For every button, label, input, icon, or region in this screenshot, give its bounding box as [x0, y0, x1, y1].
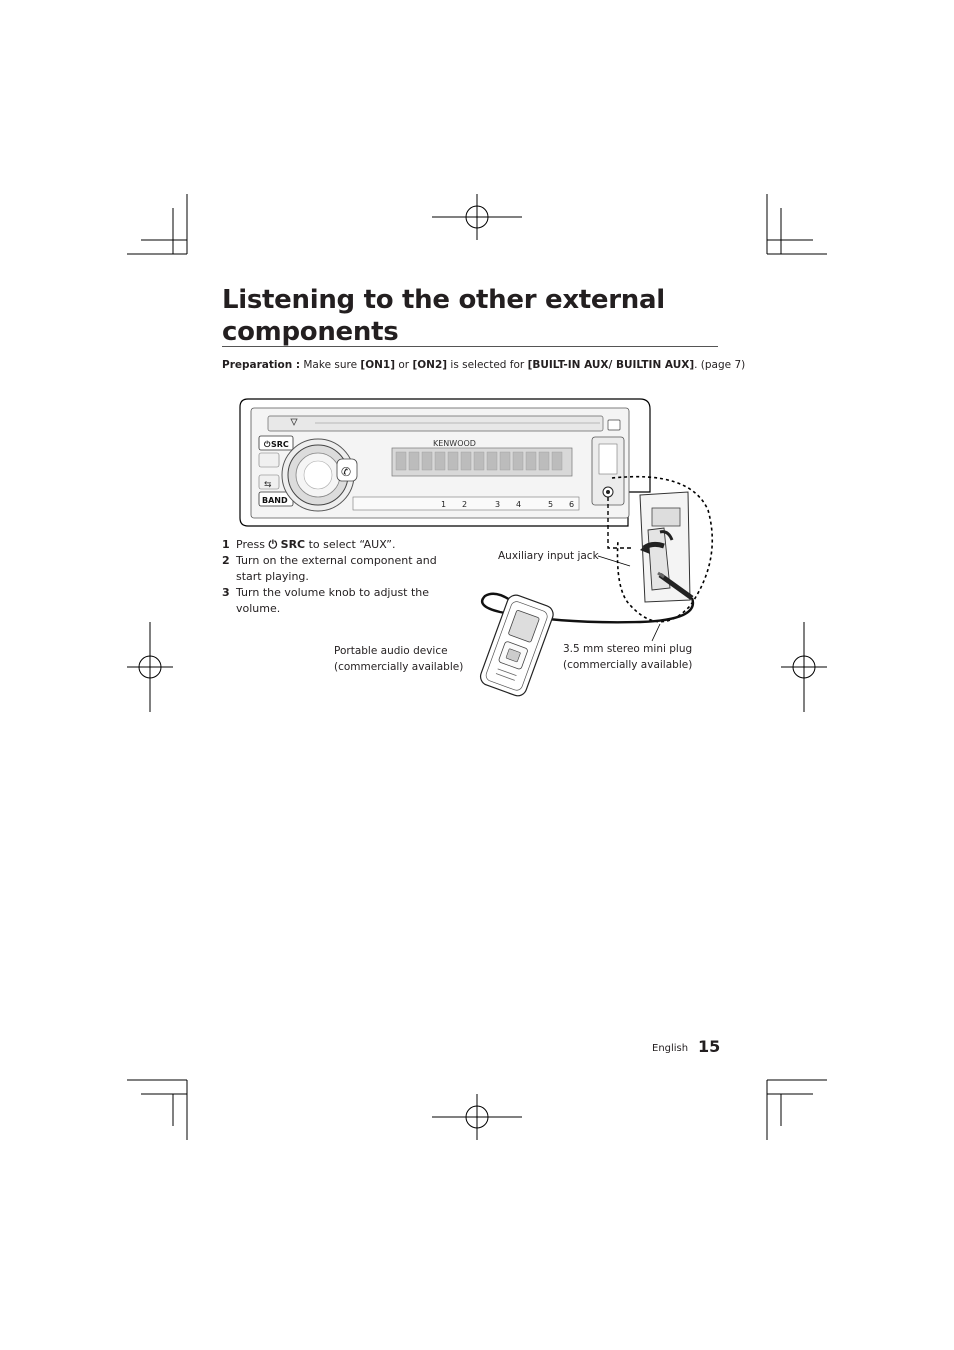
preparation-text-2: or	[395, 359, 413, 371]
preparation-text-4: . (page 7)	[694, 359, 746, 371]
step-2-text: Turn on the external component and start playing.	[236, 554, 437, 583]
display-segment	[513, 452, 523, 470]
step-2	[222, 553, 462, 585]
footer-language: English	[652, 1043, 689, 1054]
preparation-label: Preparation :	[222, 359, 301, 371]
power-icon: ⏻	[268, 538, 278, 551]
portable-device-callout	[334, 643, 463, 675]
page-title-line1: Listening to the other external	[222, 285, 665, 315]
preparation-menu: [BUILT-IN AUX/ BUILTIN AUX]	[527, 359, 695, 371]
display-segment	[461, 452, 471, 470]
mini-plug-callout-line2: (commercially available)	[563, 659, 693, 671]
preset-button-6: 6	[569, 500, 575, 509]
svg-text:✆: ✆	[341, 465, 352, 479]
portable-device-callout-line1: Portable audio device	[334, 645, 448, 657]
display-segment	[500, 452, 510, 470]
display-segment	[422, 452, 432, 470]
page-title-line2: components	[222, 317, 399, 347]
step-3-text: Turn the volume knob to adjust the volume.	[236, 586, 430, 615]
display-segment	[396, 452, 406, 470]
display-segment	[435, 452, 445, 470]
src-button-label: ⏻	[264, 440, 271, 449]
preparation-text-3: is selected for	[447, 359, 528, 371]
mini-plug-callout-line1: 3.5 mm stereo mini plug	[563, 643, 693, 655]
band-button-label: BAND	[262, 496, 288, 505]
svg-text:⇆: ⇆	[264, 480, 272, 490]
step-1-text-post: to select “AUX”.	[305, 538, 396, 551]
page-number: 15	[698, 1037, 721, 1056]
preset-button-2: 2	[462, 500, 468, 509]
display-segment	[539, 452, 549, 470]
step-1-key: SRC	[280, 538, 306, 551]
display-segment	[526, 452, 536, 470]
mini-plug-callout	[563, 641, 692, 673]
brand-logo: KENWOOD	[433, 439, 476, 448]
display-segment	[448, 452, 458, 470]
step-3-number: 3	[222, 586, 230, 599]
display-segment	[487, 452, 497, 470]
display-segment	[552, 452, 562, 470]
src-button-text: SRC	[271, 440, 289, 449]
preset-button-3: 3	[495, 500, 501, 509]
preset-button-5: 5	[548, 500, 554, 509]
preset-button-1: 1	[441, 500, 447, 509]
step-1-text-pre: Press	[236, 538, 269, 551]
display-segment	[474, 452, 484, 470]
step-3	[222, 585, 462, 617]
aux-jack-callout: Auxiliary input jack	[498, 550, 599, 562]
display-segment	[409, 452, 419, 470]
step-2-number: 2	[222, 554, 230, 567]
preparation-on1: [ON1]	[360, 359, 396, 371]
steps-list	[222, 537, 462, 617]
step-1-number: 1	[222, 538, 230, 551]
preparation-on2: [ON2]	[412, 359, 448, 371]
step-1	[222, 537, 462, 553]
portable-device-callout-line2: (commercially available)	[334, 661, 464, 673]
preparation-text-1: Make sure	[300, 359, 361, 371]
preset-button-4: 4	[516, 500, 522, 509]
